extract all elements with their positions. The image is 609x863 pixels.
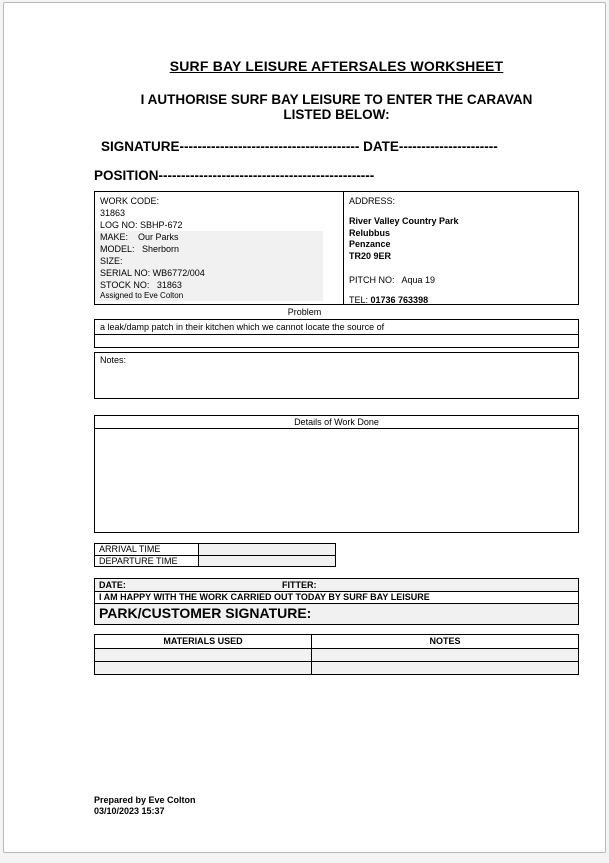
happy-statement: I AM HAPPY WITH THE WORK CARRIED OUT TODAY BY SURF BAY LEISURE (95, 592, 578, 604)
materials-used-field[interactable] (95, 649, 312, 661)
table-row (95, 544, 335, 555)
work-done-header: Details of Work Done (95, 416, 578, 429)
park-customer-signature-field[interactable]: PARK/CUSTOMER SIGNATURE: (95, 604, 578, 624)
prepared-datetime: 03/10/2023 15:37 (94, 806, 165, 816)
signature-date-line: SIGNATURE---------------------------------------- DATE---------------------- (101, 139, 498, 154)
notes-field[interactable] (94, 352, 579, 399)
tel-line (349, 294, 578, 306)
authorization-line-2: LISTED BELOW: (283, 107, 390, 122)
problem-empty-field[interactable] (95, 335, 578, 347)
worksheet-title: SURF BAY LEISURE AFTERSALES WORKSHEET (169, 58, 504, 74)
document-footer (94, 795, 579, 817)
caravan-details-column (95, 192, 344, 304)
materials-used-field[interactable] (95, 662, 312, 674)
address-line-1: River Valley Country Park (349, 216, 459, 226)
materials-used-header: MATERIALS USED (95, 635, 312, 648)
problem-box (94, 319, 579, 348)
materials-table (94, 634, 579, 675)
address-line-3: Penzance (349, 239, 391, 249)
fitter-signoff-box (94, 578, 579, 625)
table-row (95, 648, 578, 661)
departure-time-label: DEPARTURE TIME (95, 556, 199, 566)
arrival-time-label: ARRIVAL TIME (95, 544, 199, 555)
address-column (344, 192, 578, 304)
spacer (349, 262, 578, 274)
date-fitter-row[interactable] (95, 579, 578, 592)
address-line-2: Relubbus (349, 227, 391, 238)
caravan-info-box (94, 191, 579, 305)
problem-text-field[interactable]: a leak/damp patch in their kitchen which we cannot locate the source of (95, 320, 578, 335)
address-label: ADDRESS: (349, 196, 396, 206)
times-table (94, 543, 336, 567)
authorization-text (94, 92, 579, 122)
date-label: DATE: (99, 580, 126, 590)
authorization-line-1: I AUTHORISE SURF BAY LEISURE TO ENTER THE CARAVAN (140, 92, 533, 107)
table-header-row (95, 635, 578, 648)
work-code-label: WORK CODE: (100, 196, 160, 206)
spacer (349, 207, 578, 216)
fitter-label: FITTER: (282, 580, 317, 590)
notes-label: Notes: (100, 355, 127, 365)
serial-no-line: SERIAL NO: WB6772/004 (100, 268, 205, 278)
prepared-by-line: Prepared by Eve Colton (94, 795, 196, 805)
assigned-to-line: Assigned to Eve Colton (100, 291, 184, 300)
tel-value: 01736 763398 (370, 295, 429, 305)
caravan-highlighted-block (95, 231, 323, 301)
size-line: SIZE: (100, 256, 123, 266)
work-done-box (94, 415, 579, 533)
problem-section-label: Problem (287, 307, 322, 317)
make-line: MAKE: Our Parks (100, 232, 179, 242)
work-code-value: 31863 (100, 208, 126, 218)
departure-time-field[interactable] (199, 556, 335, 566)
model-line: MODEL: Sherborn (100, 244, 180, 254)
spacer (349, 286, 578, 294)
stock-no-line: STOCK NO: 31863 (100, 280, 182, 290)
position-line: POSITION------------------------------------------------ (94, 168, 375, 183)
arrival-time-field[interactable] (199, 544, 335, 555)
document-content (4, 3, 605, 817)
table-row (95, 555, 335, 566)
pitch-no-line: PITCH NO: Aqua 19 (349, 275, 436, 285)
document-page (3, 2, 606, 853)
materials-notes-field[interactable] (312, 649, 578, 661)
work-done-field[interactable] (95, 429, 578, 532)
log-no-line: LOG NO: SBHP-672 (100, 220, 183, 230)
notes-header: NOTES (429, 636, 461, 646)
address-line-4: TR20 9ER (349, 250, 392, 261)
materials-notes-field[interactable] (312, 662, 578, 674)
table-row (95, 661, 578, 674)
tel-label: TEL: (349, 295, 371, 305)
